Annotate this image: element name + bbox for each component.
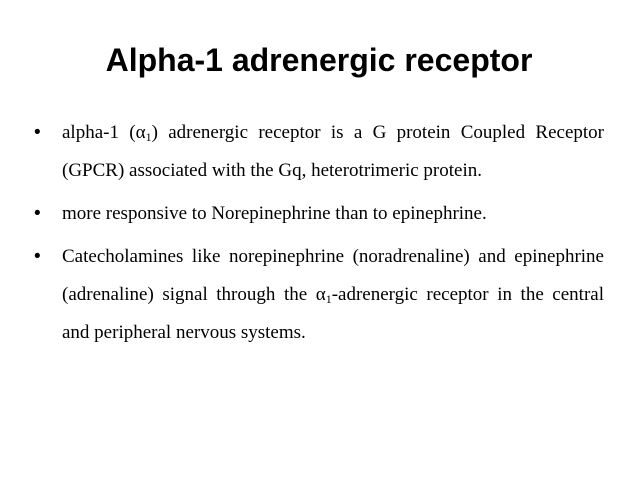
bullet-icon: • xyxy=(34,203,41,224)
bullet-item xyxy=(34,195,604,233)
bullet-list xyxy=(34,114,604,357)
bullet-icon: • xyxy=(34,122,41,143)
subscript: 1 xyxy=(325,292,332,306)
bullet-icon: • xyxy=(34,246,41,267)
bullet-text: more responsive to Norepinephrine than to epinephrine. xyxy=(62,203,487,224)
bullet-text: alpha-1 $(\alpha_1)$ adrenergic receptor is a G protein Coupled Receptor (GPCR) associated with the Gq, heterotrimeric protein. xyxy=(62,122,604,181)
slide-title: Alpha-1 adrenergic receptor xyxy=(105,42,533,78)
subscript: 1 xyxy=(145,130,152,144)
bullet-item xyxy=(34,114,604,190)
bullet-item xyxy=(34,238,604,352)
bullet-text: Catecholamines like norepinephrine (noradrenaline) and epinephrine (adrenaline) signal through the $\alpha_1$-adrenergic receptor in the central and peripheral nervous systems. xyxy=(62,246,604,343)
